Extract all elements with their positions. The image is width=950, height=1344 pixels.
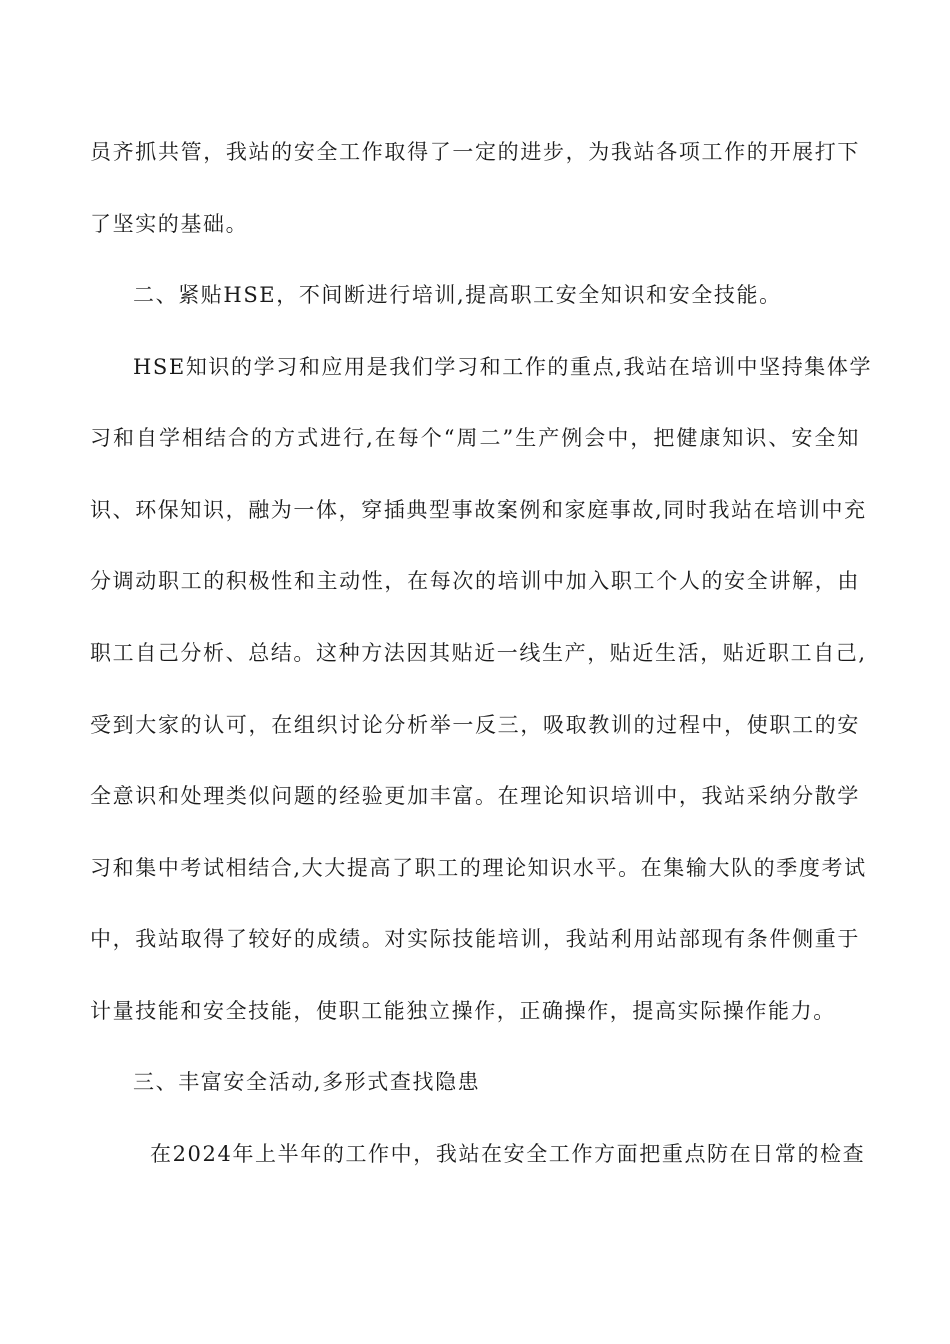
paragraph-line: 中，我站取得了较好的成绩。对实际技能培训，我站利用站部现有条件侧重于 [90,927,860,951]
section-heading: 二、紧贴HSE，不间断进行培训,提高职工安全知识和安全技能。 [133,283,782,307]
paragraph-line: 职工自己分析、总结。这种方法因其贴近一线生产，贴近生活，贴近职工自己, [90,641,867,665]
paragraph-line: 习和集中考试相结合,大大提高了职工的理论知识水平。在集输大队的季度考试 [90,856,867,880]
paragraph-line: 了坚实的基础。 [90,212,249,236]
paragraph-line: 在2024年上半年的工作中，我站在安全工作方面把重点防在日常的检查 [150,1142,866,1166]
section-heading: 三、丰富安全活动,多形式查找隐患 [133,1070,481,1094]
paragraph-line: HSE知识的学习和应用是我们学习和工作的重点,我站在培训中坚持集体学 [133,355,873,379]
paragraph-line: 计量技能和安全技能，使职工能独立操作，正确操作，提高实际操作能力。 [90,999,836,1023]
paragraph-line: 员齐抓共管，我站的安全工作取得了一定的进步，为我站各项工作的开展打下 [90,140,860,164]
paragraph-line: 全意识和处理类似问题的经验更加丰富。在理论知识培训中，我站采纳分散学 [90,784,860,808]
paragraph-line: 识、环保知识，融为一体，穿插典型事故案例和家庭事故,同时我站在培训中充 [90,498,867,522]
paragraph-line: 习和自学相结合的方式进行,在每个“周二”生产例会中，把健康知识、安全知 [90,426,860,450]
paragraph-line: 受到大家的认可，在组织讨论分析举一反三，吸取教训的过程中，使职工的安 [90,713,860,737]
paragraph-line: 分调动职工的积极性和主动性，在每次的培训中加入职工个人的安全讲解，由 [90,569,860,593]
